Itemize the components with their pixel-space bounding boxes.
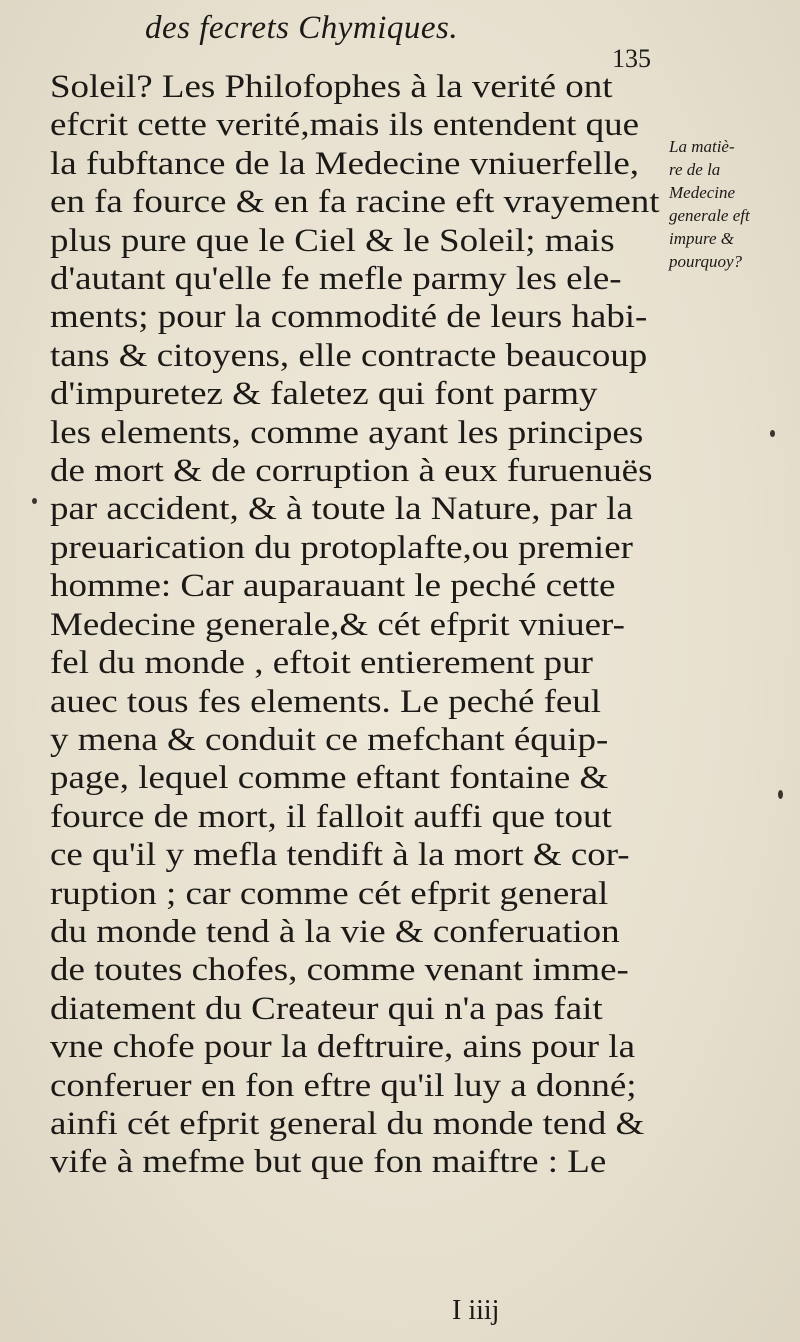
text-line: ainfi cét efprit general du monde tend &	[50, 1105, 645, 1142]
text-line: de toutes chofes, comme venant imme-	[50, 952, 629, 989]
page-number: 135	[612, 44, 651, 73]
text-line: ments; pour la commodité de leurs habi-	[50, 299, 648, 336]
text-line: auec tous fes elements. Le peché feul	[50, 683, 602, 720]
text-line: Medecine generale,& cét efprit vniuer-	[50, 606, 625, 643]
text-line: diatement du Createur qui n'a pas fait	[50, 990, 603, 1027]
text-line: fource de mort, il falloit auffi que tout	[50, 798, 612, 835]
text-line: y mena & conduit ce mefchant équip-	[50, 721, 609, 758]
text-line: homme: Car auparauant le peché cette	[50, 568, 616, 605]
margin-note-line: pourquoy?	[669, 252, 743, 271]
margin-note-line: Medecine	[669, 183, 736, 202]
text-line: page, lequel comme eftant fontaine &	[50, 760, 609, 797]
margin-note-line: impure &	[669, 229, 735, 248]
margin-note-line: generale eft	[669, 206, 750, 225]
text-line: tans & citoyens, elle contracte beaucoup	[50, 337, 648, 374]
text-line: preuarication du protoplafte,ou premier	[50, 529, 633, 566]
text-line: du monde tend à la vie & conferuation	[50, 913, 620, 950]
margin-note-line: re de la	[669, 160, 721, 179]
text-line: ruption ; car comme cét efprit general	[50, 875, 609, 912]
signature-mark: I iiij	[452, 1295, 500, 1326]
text-line: vife à mefme but que fon maiftre : Le	[50, 1144, 607, 1181]
ink-speck	[32, 498, 37, 504]
text-line: Soleil? Les Philofophes à la verité ont	[50, 69, 613, 105]
text-line: par accident, & à toute la Nature, par la	[50, 491, 633, 528]
text-line: en fa fource & en fa racine eft vrayement	[50, 184, 660, 221]
text-line: ce qu'il y mefla tendift à la mort & cor-	[50, 837, 630, 874]
text-line: vne chofe pour la deftruire, ains pour la	[50, 1029, 635, 1066]
margin-note	[669, 135, 793, 273]
running-head: des fecrets Chymiques.	[145, 10, 459, 46]
ink-speck	[778, 790, 783, 799]
text-line: les elements, comme ayant les principes	[50, 414, 644, 451]
text-line: plus pure que le Ciel & le Soleil; mais	[50, 222, 615, 259]
text-line: conferuer en fon eftre qu'il luy a donné;	[50, 1067, 637, 1104]
margin-note-line: La matiè-	[669, 137, 735, 156]
text-line: de mort & de corruption à eux furuenuës	[50, 453, 653, 490]
text-line: efcrit cette verité,mais ils entendent que	[50, 107, 640, 144]
ink-speck	[770, 430, 775, 437]
text-line: d'impuretez & faletez qui font parmy	[50, 376, 598, 413]
body-text	[50, 68, 660, 1182]
text-line: d'autant qu'elle fe mefle parmy les ele-	[50, 261, 622, 298]
text-line: la fubftance de la Medecine vniuerfelle,	[50, 145, 639, 182]
text-line: fel du monde , eftoit entierement pur	[50, 645, 593, 682]
